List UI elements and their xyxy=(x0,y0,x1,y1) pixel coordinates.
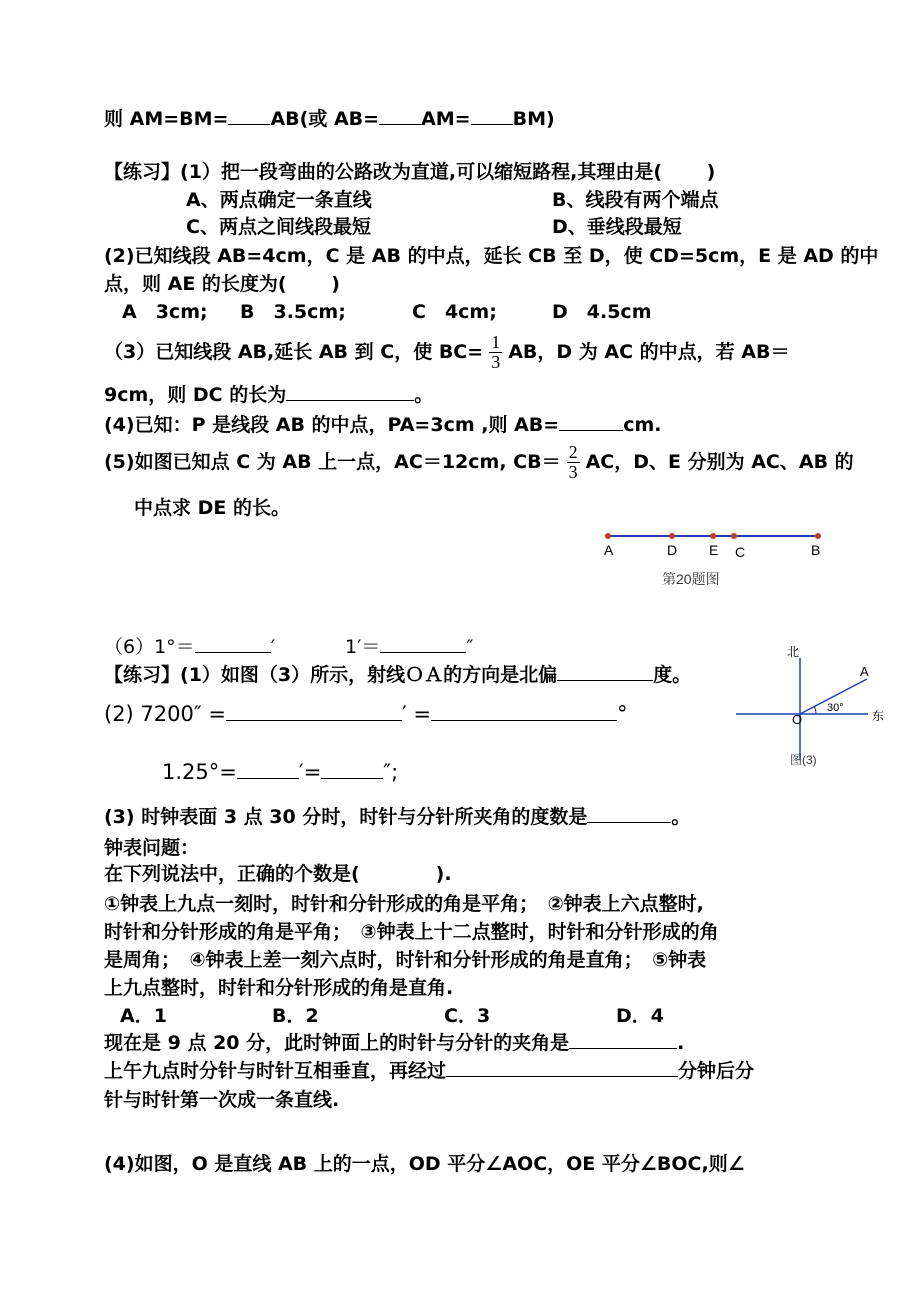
point-b xyxy=(815,533,821,539)
blank[interactable] xyxy=(195,634,271,653)
ex1-q3-post: AB，D 为 AC 的中点，若 AB＝ xyxy=(508,341,790,363)
blank[interactable] xyxy=(557,662,653,681)
ex2-q2-line2-pre: 1.25°= xyxy=(162,760,237,784)
blank[interactable] xyxy=(431,702,617,721)
label-d: D xyxy=(667,542,678,558)
blank[interactable] xyxy=(228,106,270,125)
blank[interactable] xyxy=(559,412,623,431)
blank[interactable] xyxy=(379,106,421,125)
ex2-q3 xyxy=(104,804,690,829)
origin-label: O xyxy=(792,712,803,727)
ex1-q1-option-d[interactable]: D、垂线段最短 xyxy=(552,216,682,238)
clock-title: 钟表问题： xyxy=(104,837,200,859)
ex1-q3-pre: （3）已知线段 AB,延长 AB 到 C，使 BC= xyxy=(104,341,484,363)
ex1-q3-line2-post: 。 xyxy=(414,384,434,406)
clock-perp-line2: 针与时针第一次成一条直线. xyxy=(104,1089,340,1111)
clock-statement-line2: 时针和分针形成的角是平角； ③钟表上十二点整时，时针和分针形成的角 xyxy=(104,921,719,943)
ex1-q2-option-a[interactable]: A 3cm; xyxy=(122,301,208,323)
exercise-label: 【练习】 xyxy=(104,161,181,183)
figure-3-caption: 图(3) xyxy=(790,753,817,767)
blank[interactable] xyxy=(380,634,466,653)
angle-label: 30° xyxy=(827,702,844,714)
ex2-q1-post: 度。 xyxy=(653,664,692,686)
fraction-denominator: 3 xyxy=(491,352,501,372)
ex1-q2-line2: 点，则 AE 的长度为( ) xyxy=(104,273,340,295)
figure-3 xyxy=(732,640,902,770)
q6-b: ′ xyxy=(270,636,276,658)
ex2-q2-line2-post: ″; xyxy=(383,760,399,784)
ex1-q4-post: cm. xyxy=(623,414,662,436)
am-bm-mid2: AM= xyxy=(421,108,471,130)
am-bm-line xyxy=(104,106,555,131)
blank[interactable] xyxy=(587,804,671,823)
ex1-q2-option-b[interactable]: B 3.5cm; xyxy=(240,301,346,323)
ex2-q2-mid: ′ = xyxy=(401,702,432,726)
ex2-q2-line1 xyxy=(104,702,628,726)
ex1-q3-line1 xyxy=(104,330,789,374)
ex1-q5-line2: 中点求 DE 的长。 xyxy=(134,497,290,519)
blank[interactable] xyxy=(569,1030,677,1049)
ex1-q3-line2-pre: 9cm，则 DC 的长为 xyxy=(104,384,287,406)
north-label: 北 xyxy=(787,645,800,659)
fraction-one-third xyxy=(489,333,502,372)
clock-920-post: . xyxy=(677,1032,685,1054)
q6-d: ″ xyxy=(466,636,474,658)
ex1-q2-option-d[interactable]: D 4.5cm xyxy=(552,301,652,323)
clock-option-d[interactable]: D．4 xyxy=(616,1005,664,1027)
ex1-q1-text: (1）把一段弯曲的公路改为直道,可以缩短路程,其理由是( ) xyxy=(180,161,716,183)
ex1-q3-line2 xyxy=(104,382,433,407)
clock-option-b[interactable]: B．2 xyxy=(272,1005,319,1027)
am-bm-mid1: AB(或 AB= xyxy=(270,108,380,130)
ex1-q4-pre: (4)已知：P 是线段 AB 的中点，PA=3cm ,则 AB= xyxy=(104,414,560,436)
fraction-two-thirds xyxy=(567,443,580,482)
point-e xyxy=(710,533,716,539)
clock-question: 在下列说法中，正确的个数是( ). xyxy=(104,863,452,885)
q6 xyxy=(104,634,474,659)
clock-option-c[interactable]: C．3 xyxy=(444,1005,491,1027)
figure-20-caption: 第20题图 xyxy=(662,571,720,587)
q4-angle-bisector: (4)如图，O 是直线 AB 上的一点，OD 平分∠AOC，OE 平分∠BOC,则∠ xyxy=(104,1153,745,1175)
am-bm-suffix: BM) xyxy=(512,108,555,130)
blank[interactable] xyxy=(237,760,299,779)
q6-a: （6）1°＝ xyxy=(104,636,195,658)
label-b: B xyxy=(811,542,821,558)
point-d xyxy=(669,533,675,539)
figure-20 xyxy=(590,522,840,592)
fraction-numerator: 2 xyxy=(568,442,578,462)
angle-arc xyxy=(814,706,816,714)
q6-c: 1′＝ xyxy=(345,636,381,658)
clock-perp-pre: 上午九点时分针与时针互相垂直，再经过 xyxy=(104,1060,447,1082)
blank[interactable] xyxy=(446,1058,678,1077)
am-bm-prefix: 则 AM=BM= xyxy=(104,108,229,130)
blank[interactable] xyxy=(471,106,513,125)
point-a xyxy=(605,533,611,539)
ex2-q3-pre: (3) 时钟表面 3 点 30 分时，时针与分针所夹角的度数是 xyxy=(104,806,588,828)
label-c: C xyxy=(735,544,746,560)
ex1-q1 xyxy=(104,160,715,184)
blank[interactable] xyxy=(226,702,402,721)
east-label: 东 xyxy=(872,709,885,723)
ex2-q3-post: 。 xyxy=(671,806,691,828)
clock-option-a[interactable]: A．1 xyxy=(120,1005,167,1027)
ex2-q2-line2-mid: ′= xyxy=(298,760,322,784)
clock-statement-line1: ①钟表上九点一刻时，时针和分针形成的角是平角； ②钟表上六点整时, xyxy=(104,893,704,915)
clock-perp-post: 分钟后分 xyxy=(678,1060,755,1082)
ex1-q2-option-c[interactable]: C 4cm; xyxy=(412,301,497,323)
point-c xyxy=(731,533,737,539)
ex2-q2-post: ° xyxy=(617,702,628,726)
ex1-q1-option-c[interactable]: C、两点之间线段最短 xyxy=(186,216,371,238)
blank[interactable] xyxy=(286,382,414,401)
ex1-q5-pre: (5)如图已知点 C 为 AB 上一点，AC＝12cm, CB＝ xyxy=(104,451,561,473)
ex1-q5-post: AC，D、E 分别为 AC、AB 的 xyxy=(585,451,854,473)
ex2-q1-text: (1）如图（3）所示，射线ＯＡ的方向是北偏 xyxy=(180,664,558,686)
ex1-q1-option-a[interactable]: A、两点确定一条直线 xyxy=(186,189,372,211)
clock-920-pre: 现在是 9 点 20 分，此时钟面上的时针与分针的夹角是 xyxy=(104,1032,570,1054)
clock-perp-line1 xyxy=(104,1058,754,1083)
ex2-q2-pre: (2) 7200″ = xyxy=(104,702,226,726)
exercise-label: 【练习】 xyxy=(104,664,181,686)
fraction-numerator: 1 xyxy=(491,332,501,352)
ex1-q2-line1: (2)已知线段 AB=4cm，C 是 AB 的中点，延长 CB 至 D，使 CD=5cm，E 是 AD 的中 xyxy=(104,245,879,267)
label-a: A xyxy=(604,542,614,558)
ex1-q5-line1 xyxy=(104,440,854,484)
ex1-q4 xyxy=(104,412,661,437)
clock-statement-line3: 是周角； ④钟表上差一刻六点时，时针和分针形成的角是直角； ⑤钟表 xyxy=(104,949,707,971)
clock-920-question xyxy=(104,1030,684,1055)
ex2-q2-line2 xyxy=(162,760,398,784)
label-e: E xyxy=(709,542,719,558)
ray-label: A xyxy=(860,664,869,679)
clock-statement-line4: 上九点整时，时针和分针形成的角是直角. xyxy=(104,977,454,999)
ex1-q1-option-b[interactable]: B、线段有两个端点 xyxy=(552,189,719,211)
fraction-denominator: 3 xyxy=(568,462,578,482)
ex2-q1 xyxy=(104,662,691,687)
blank[interactable] xyxy=(321,760,383,779)
